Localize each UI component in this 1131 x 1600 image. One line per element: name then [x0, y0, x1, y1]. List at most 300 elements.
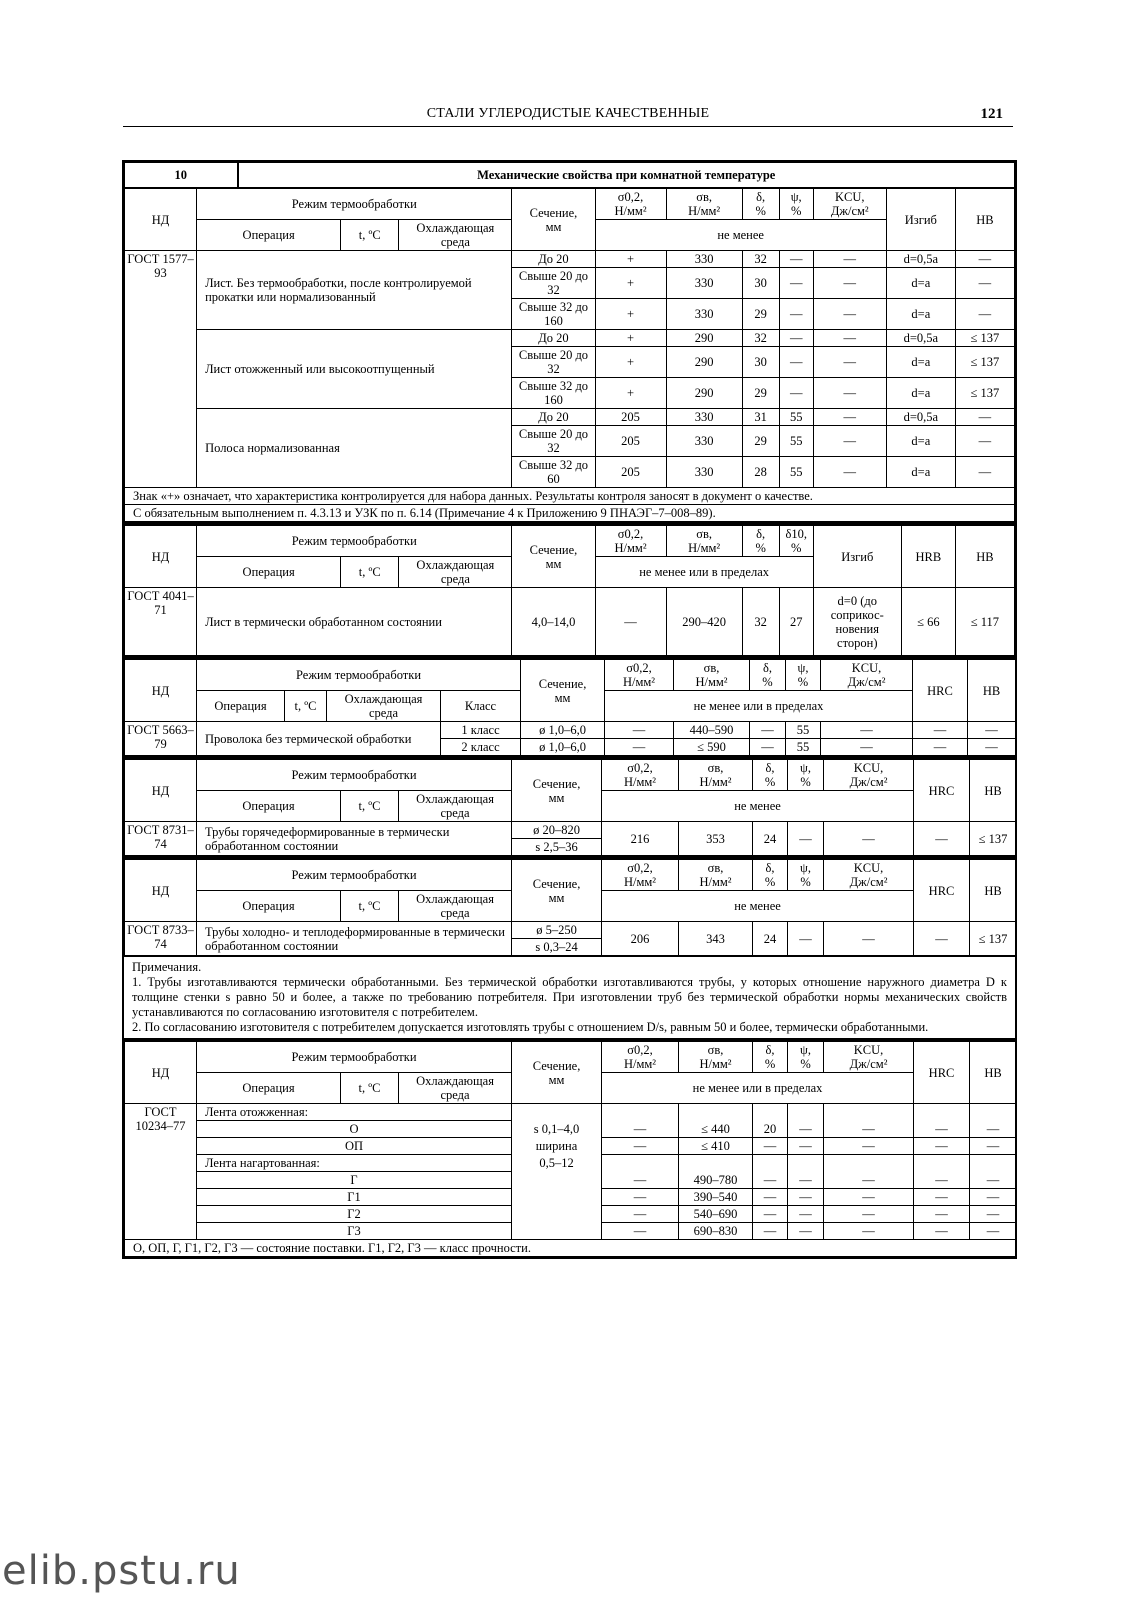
- s02-cell: +: [595, 251, 666, 268]
- hrc-cell: —: [914, 1223, 970, 1240]
- col-nd: НД: [125, 189, 197, 251]
- psi-cell: 55: [786, 739, 821, 756]
- group-label: Лента отожженная:: [197, 1104, 512, 1121]
- col-nd: НД: [125, 760, 197, 822]
- section-cell: Свыше 20 до 32: [512, 426, 595, 457]
- delta-cell: —: [753, 1138, 788, 1155]
- sb-cell: ≤ 410: [679, 1138, 753, 1155]
- section-cell: s 2,5–36: [512, 839, 602, 856]
- operation-cell: Проволока без термической обработки: [197, 722, 441, 756]
- col-hb: НВ: [955, 526, 1014, 588]
- table-row: [125, 409, 1015, 426]
- table-row: [125, 1172, 1017, 1189]
- col-sigma02: σ0,2, Н/мм²: [602, 760, 679, 791]
- kcu-cell: —: [813, 330, 886, 347]
- table-row: [125, 251, 1015, 268]
- s02-cell: +: [595, 347, 666, 378]
- col-delta: δ, %: [742, 189, 779, 220]
- section-cell: ø 20–820: [512, 822, 602, 839]
- table-row: [125, 1206, 1017, 1223]
- kcu-cell: —: [813, 457, 886, 488]
- col-delta: δ, %: [750, 660, 786, 691]
- bend-cell: d=a: [886, 378, 955, 409]
- delta-cell: 28: [742, 457, 779, 488]
- col-kcu: KCU, Дж/см²: [813, 189, 886, 220]
- kcu-cell: —: [824, 1189, 914, 1206]
- s02-cell: —: [605, 739, 674, 756]
- col-hb: НВ: [970, 1042, 1017, 1104]
- col-regime: Режим термообработки: [197, 1042, 512, 1073]
- hb-cell: —: [970, 1138, 1017, 1155]
- table-title-bar: [124, 162, 1015, 188]
- psi-cell: 55: [786, 722, 821, 739]
- hb-cell: —: [968, 722, 1016, 739]
- state-cell: Г3: [197, 1223, 512, 1240]
- col-operation: Операция: [197, 791, 341, 822]
- delta-cell: 32: [742, 588, 779, 656]
- delta-cell: 24: [753, 922, 788, 956]
- kcu-cell: —: [813, 409, 886, 426]
- state-cell: Г1: [197, 1189, 512, 1206]
- col-sigma02: σ0,2, Н/мм²: [595, 189, 666, 220]
- delta-cell: 29: [742, 378, 779, 409]
- footnote: О, ОП, Г, Г1, Г2, Г3 — состояние поставки. Г1, Г2, Г3 — класс прочности.: [125, 1240, 1017, 1257]
- sb-cell: 330: [666, 299, 742, 330]
- col-kcu: KCU, Дж/см²: [821, 660, 913, 691]
- delta-cell: —: [750, 739, 786, 756]
- delta-cell: 20: [753, 1121, 788, 1138]
- watermark: elib.pstu.ru: [2, 1548, 241, 1594]
- kcu-cell: —: [813, 347, 886, 378]
- kcu-cell: —: [813, 426, 886, 457]
- col-cooling: Охлаждающая среда: [399, 891, 512, 922]
- psi-cell: —: [788, 1121, 824, 1138]
- section-cell: 4,0–14,0: [512, 588, 595, 656]
- section-cell: [512, 1104, 602, 1121]
- gost-10234-table: [124, 1041, 1017, 1257]
- sb-cell: 540–690: [679, 1206, 753, 1223]
- hb-cell: —: [970, 1189, 1017, 1206]
- section-cell: До 20: [512, 251, 595, 268]
- gost-1577-table: [124, 188, 1015, 522]
- col-psi: ψ, %: [786, 660, 821, 691]
- hb-cell: ≤ 137: [955, 330, 1014, 347]
- psi-cell: —: [788, 822, 824, 856]
- sb-cell: 290: [666, 347, 742, 378]
- sb-cell: 290: [666, 330, 742, 347]
- hb-cell: —: [970, 1172, 1017, 1189]
- hrb-cell: ≤ 66: [901, 588, 955, 656]
- nd-cell: ГОСТ 5663–79: [125, 722, 197, 756]
- col-cooling: Охлаждающая среда: [399, 791, 512, 822]
- delta-cell: —: [753, 1189, 788, 1206]
- s02-cell: —: [602, 1138, 679, 1155]
- nd-cell: ГОСТ 1577–93: [125, 251, 197, 488]
- kcu-cell: —: [824, 822, 914, 856]
- operation-cell: Трубы холодно- и теплодеформированные в термически обработанном состоянии: [197, 922, 512, 956]
- col-regime: Режим термообработки: [197, 189, 512, 220]
- col-sigma-b: σв, Н/мм²: [679, 860, 753, 891]
- section-cell: Свыше 20 до 32: [512, 347, 595, 378]
- hb-cell: —: [955, 268, 1014, 299]
- delta-cell: 30: [742, 268, 779, 299]
- col-cooling: Охлаждающая среда: [399, 1073, 512, 1104]
- col-regime: Режим термообработки: [197, 760, 512, 791]
- col-hb: НВ: [970, 760, 1017, 822]
- bend-cell: d=0,5a: [886, 251, 955, 268]
- kcu-cell: —: [821, 739, 913, 756]
- hb-cell: ≤ 137: [970, 922, 1017, 956]
- col-hb: НВ: [968, 660, 1016, 722]
- kcu-cell: —: [813, 299, 886, 330]
- delta-cell: 29: [742, 426, 779, 457]
- bend-cell: d=a: [886, 347, 955, 378]
- sb-cell: 353: [679, 822, 753, 856]
- col-section: Сечение, мм: [512, 189, 595, 251]
- col-regime: Режим термообработки: [197, 660, 521, 691]
- col-sigma02: σ0,2, Н/мм²: [605, 660, 674, 691]
- bend-cell: d=a: [886, 457, 955, 488]
- section-cell: Свыше 32 до 160: [512, 299, 595, 330]
- col-sigma-b: σв, Н/мм²: [666, 526, 742, 557]
- section-cell: ø 1,0–6,0: [521, 739, 605, 756]
- delta-cell: 30: [742, 347, 779, 378]
- table-row: [125, 1138, 1017, 1155]
- section-cell: Свыше 32 до 60: [512, 457, 595, 488]
- s02-cell: 205: [595, 457, 666, 488]
- hb-cell: —: [970, 1206, 1017, 1223]
- note-text: 2. По согласованию изготовителя с потребителем допускается изготовлять трубы с отношением D/s, равным 50 и более, термически обработанными.: [132, 1020, 929, 1034]
- psi-cell: —: [788, 1223, 824, 1240]
- hb-cell: ≤ 117: [955, 588, 1014, 656]
- table-row: [125, 588, 1015, 656]
- delta-cell: 32: [742, 251, 779, 268]
- hrc-cell: —: [914, 1138, 970, 1155]
- sb-cell: 330: [666, 268, 742, 299]
- col-operation: Операция: [197, 891, 341, 922]
- hrc-cell: —: [914, 1206, 970, 1223]
- hb-cell: —: [955, 251, 1014, 268]
- section-cell: s 0,1–4,0: [512, 1121, 602, 1138]
- hb-cell: —: [955, 299, 1014, 330]
- hrc-cell: —: [914, 1121, 970, 1138]
- col-sigma02: σ0,2, Н/мм²: [595, 526, 666, 557]
- col-kcu: KCU, Дж/см²: [824, 1042, 914, 1073]
- operation-cell: Трубы горячедеформированные в термически обработанном состоянии: [197, 822, 512, 856]
- kcu-cell: —: [824, 1223, 914, 1240]
- state-cell: ОП: [197, 1138, 512, 1155]
- s02-cell: —: [602, 1172, 679, 1189]
- group-label: Лента нагартованная:: [197, 1155, 512, 1172]
- col-temp: t, ºC: [341, 557, 399, 588]
- col-section: Сечение, мм: [512, 1042, 602, 1104]
- sb-cell: 330: [666, 251, 742, 268]
- delta-cell: —: [753, 1172, 788, 1189]
- nd-cell: ГОСТ 4041–71: [125, 588, 197, 656]
- hrc-cell: —: [913, 739, 968, 756]
- hb-cell: ≤ 137: [970, 822, 1017, 856]
- col-temp: t, ºC: [341, 791, 399, 822]
- nd-cell: ГОСТ 8733–74: [125, 922, 197, 956]
- s02-cell: +: [595, 330, 666, 347]
- table-row: [125, 1223, 1017, 1240]
- col-psi: ψ, %: [788, 1042, 824, 1073]
- s02-cell: 205: [595, 426, 666, 457]
- s02-cell: 216: [602, 822, 679, 856]
- kcu-cell: —: [813, 378, 886, 409]
- delta-cell: —: [753, 1223, 788, 1240]
- col-delta: δ, %: [753, 860, 788, 891]
- delta-cell: —: [753, 1206, 788, 1223]
- hb-cell: —: [970, 1121, 1017, 1138]
- col-section: Сечение, мм: [512, 760, 602, 822]
- psi-cell: —: [779, 347, 813, 378]
- hb-cell: —: [955, 409, 1014, 426]
- sb-cell: 290: [666, 378, 742, 409]
- table-row: [125, 1189, 1017, 1206]
- col-sigma02: σ0,2, Н/мм²: [602, 1042, 679, 1073]
- notes-block: [124, 956, 1015, 1038]
- footnote: С обязательным выполнением п. 4.3.13 и УЗК по п. 6.14 (Примечание 4 к Приложению 9 ПНАЭГ–7–008–89).: [125, 505, 1015, 522]
- col-hrc: HRC: [913, 660, 968, 722]
- note-text: 1. Трубы изготавливаются термически обработанными. Без термической обработки изготавливаются трубы, у которых отношение наружного диаметра D к толщине стенки s равно 50 и более, а также по требованию потребителя. При изготовлении труб без термической обработки нормы механических свойств устанавливаются по согласованию изготовителя с потребителем.: [132, 975, 1007, 1019]
- col-hrc: HRC: [914, 860, 970, 922]
- psi-cell: 55: [779, 457, 813, 488]
- s02-cell: 206: [602, 922, 679, 956]
- kcu-cell: —: [824, 922, 914, 956]
- nd-cell: ГОСТ 10234–77: [125, 1104, 197, 1240]
- klass-cell: 2 класс: [441, 739, 521, 756]
- bend-cell: d=a: [886, 268, 955, 299]
- psi-cell: 55: [779, 426, 813, 457]
- col-delta: δ, %: [753, 1042, 788, 1073]
- col-sigma-b: σв, Н/мм²: [666, 189, 742, 220]
- section-cell: Свыше 32 до 160: [512, 378, 595, 409]
- state-cell: Г: [197, 1172, 512, 1189]
- delta-cell: 24: [753, 822, 788, 856]
- properties-table-frame: [122, 160, 1017, 1259]
- hb-cell: —: [968, 739, 1016, 756]
- section-cell: 0,5–12: [512, 1155, 602, 1172]
- delta10-cell: 27: [779, 588, 813, 656]
- state-cell: О: [197, 1121, 512, 1138]
- kcu-cell: —: [824, 1206, 914, 1223]
- not-less-label: не менее: [595, 220, 886, 251]
- col-section: Сечение, мм: [512, 860, 602, 922]
- table-row: [125, 722, 1016, 739]
- col-nd: НД: [125, 860, 197, 922]
- col-temp: t, ºC: [341, 1073, 399, 1104]
- section-cell: Свыше 20 до 32: [512, 268, 595, 299]
- nd-cell: ГОСТ 8731–74: [125, 822, 197, 856]
- psi-cell: —: [788, 922, 824, 956]
- operation-cell: Лист. Без термообработки, после контролируемой прокатки или нормализованный: [197, 251, 512, 330]
- col-delta: δ, %: [753, 760, 788, 791]
- col-cooling: Охлаждающая среда: [399, 557, 512, 588]
- col-sigma02: σ0,2, Н/мм²: [602, 860, 679, 891]
- psi-cell: —: [779, 268, 813, 299]
- sb-cell: 290–420: [666, 588, 742, 656]
- delta-cell: 29: [742, 299, 779, 330]
- section-cell: ширина: [512, 1138, 602, 1155]
- col-operation: Операция: [197, 557, 341, 588]
- s02-cell: —: [602, 1121, 679, 1138]
- sb-cell: 390–540: [679, 1189, 753, 1206]
- bend-cell: d=0,5a: [886, 330, 955, 347]
- col-section: Сечение, мм: [512, 526, 595, 588]
- table-row: [125, 822, 1017, 839]
- hb-cell: ≤ 137: [955, 378, 1014, 409]
- col-psi: ψ, %: [788, 860, 824, 891]
- hrc-cell: —: [914, 922, 970, 956]
- col-hb: НВ: [955, 189, 1014, 251]
- section-cell: ø 5–250: [512, 922, 602, 939]
- sb-cell: 343: [679, 922, 753, 956]
- psi-cell: —: [779, 251, 813, 268]
- psi-cell: —: [779, 299, 813, 330]
- gost-8731-table: [124, 759, 1017, 856]
- col-psi: ψ, %: [779, 189, 813, 220]
- s02-cell: —: [602, 1189, 679, 1206]
- kcu-cell: —: [824, 1138, 914, 1155]
- col-nd: НД: [125, 660, 197, 722]
- kcu-cell: —: [813, 268, 886, 299]
- table-row: [125, 922, 1017, 939]
- bend-cell: d=a: [886, 299, 955, 330]
- hrc-cell: —: [914, 1189, 970, 1206]
- psi-cell: —: [788, 1172, 824, 1189]
- col-psi: ψ, %: [788, 760, 824, 791]
- not-less-within-label: не менее или в пределах: [602, 1073, 914, 1104]
- klass-cell: 1 класс: [441, 722, 521, 739]
- col-operation: Операция: [197, 220, 341, 251]
- running-header: [123, 106, 1013, 127]
- col-kcu: KCU, Дж/см²: [824, 760, 914, 791]
- hrc-cell: —: [913, 722, 968, 739]
- hrc-cell: —: [914, 822, 970, 856]
- col-regime: Режим термообработки: [197, 860, 512, 891]
- s02-cell: +: [595, 378, 666, 409]
- s02-cell: +: [595, 299, 666, 330]
- col-cooling: Охлаждающая среда: [399, 220, 512, 251]
- kcu-cell: —: [824, 1121, 914, 1138]
- col-hrc: HRC: [914, 760, 970, 822]
- not-less-label: не менее: [602, 891, 914, 922]
- page-number: 121: [980, 106, 1003, 122]
- state-cell: Г2: [197, 1206, 512, 1223]
- psi-cell: —: [788, 1138, 824, 1155]
- bend-cell: d=a: [886, 426, 955, 457]
- col-kcu: KCU, Дж/см²: [824, 860, 914, 891]
- not-less-within-label: не менее или в пределах: [595, 557, 813, 588]
- col-sigma-b: σв, Н/мм²: [679, 760, 753, 791]
- s02-cell: —: [602, 1206, 679, 1223]
- table-row: [125, 1155, 1017, 1172]
- sb-cell: ≤ 590: [674, 739, 750, 756]
- operation-cell: Полоса нормализованная: [197, 409, 512, 488]
- sb-cell: 330: [666, 426, 742, 457]
- table-row: [125, 330, 1015, 347]
- col-cooling: Охлаждающая среда: [327, 691, 441, 722]
- hb-cell: —: [970, 1223, 1017, 1240]
- delta-cell: 32: [742, 330, 779, 347]
- psi-cell: —: [779, 330, 813, 347]
- not-less-label: не менее: [602, 791, 914, 822]
- not-less-within-label: не менее или в пределах: [605, 691, 913, 722]
- sb-cell: 330: [666, 457, 742, 488]
- col-bend: Изгиб: [813, 526, 901, 588]
- s02-cell: 205: [595, 409, 666, 426]
- hb-cell: —: [955, 426, 1014, 457]
- gost-4041-table: [124, 525, 1015, 656]
- hb-cell: —: [955, 457, 1014, 488]
- bend-cell: d=0,5a: [886, 409, 955, 426]
- s02-cell: —: [605, 722, 674, 739]
- footnote: Знак «+» означает, что характеристика контролируется для набора данных. Результаты контроля заносят в документ о качестве.: [125, 488, 1015, 505]
- gost-8733-table: [124, 859, 1017, 956]
- psi-cell: —: [779, 378, 813, 409]
- col-operation: Операция: [197, 691, 285, 722]
- col-sigma-b: σв, Н/мм²: [679, 1042, 753, 1073]
- section-cell: s 0,3–24: [512, 939, 602, 956]
- col-section: Сечение, мм: [521, 660, 605, 722]
- hb-cell: ≤ 137: [955, 347, 1014, 378]
- delta-cell: 31: [742, 409, 779, 426]
- table-row: [125, 1104, 1017, 1121]
- col-delta: δ, %: [742, 526, 779, 557]
- hrc-cell: —: [914, 1172, 970, 1189]
- col-klass: Класс: [441, 691, 521, 722]
- operation-cell: Лист отожженный или высокоотпущенный: [197, 330, 512, 409]
- sb-cell: 440–590: [674, 722, 750, 739]
- section-cell: До 20: [512, 409, 595, 426]
- s02-cell: —: [595, 588, 666, 656]
- sb-cell: 490–780: [679, 1172, 753, 1189]
- running-header-title: СТАЛИ УГЛЕРОДИСТЫЕ КАЧЕСТВЕННЫЕ: [426, 106, 710, 121]
- col-nd: НД: [125, 1042, 197, 1104]
- col-sigma-b: σв, Н/мм²: [674, 660, 750, 691]
- section-cell: До 20: [512, 330, 595, 347]
- bend-cell: d=0 (до соприкос-новения сторон): [813, 588, 901, 656]
- gost-5663-table: [124, 659, 1016, 756]
- col-regime: Режим термообработки: [197, 526, 512, 557]
- col-hb: НВ: [970, 860, 1017, 922]
- psi-cell: 55: [779, 409, 813, 426]
- s02-cell: —: [602, 1223, 679, 1240]
- kcu-cell: —: [813, 251, 886, 268]
- psi-cell: —: [788, 1206, 824, 1223]
- table-number: 10: [125, 163, 238, 188]
- table-title: Механические свойства при комнатной температуре: [238, 163, 1015, 188]
- operation-cell: Лист в термически обработанном состоянии: [197, 588, 512, 656]
- kcu-cell: —: [821, 722, 913, 739]
- sb-cell: 690–830: [679, 1223, 753, 1240]
- notes-title: Примечания.: [132, 960, 202, 974]
- table-row: [125, 1121, 1017, 1138]
- col-temp: t, ºC: [285, 691, 327, 722]
- col-bend: Изгиб: [886, 189, 955, 251]
- col-delta10: δ10, %: [779, 526, 813, 557]
- col-operation: Операция: [197, 1073, 341, 1104]
- col-hrb: HRB: [901, 526, 955, 588]
- sb-cell: 330: [666, 409, 742, 426]
- s02-cell: +: [595, 268, 666, 299]
- col-hrc: HRC: [914, 1042, 970, 1104]
- section-cell: ø 1,0–6,0: [521, 722, 605, 739]
- col-nd: НД: [125, 526, 197, 588]
- delta-cell: —: [750, 722, 786, 739]
- sb-cell: ≤ 440: [679, 1121, 753, 1138]
